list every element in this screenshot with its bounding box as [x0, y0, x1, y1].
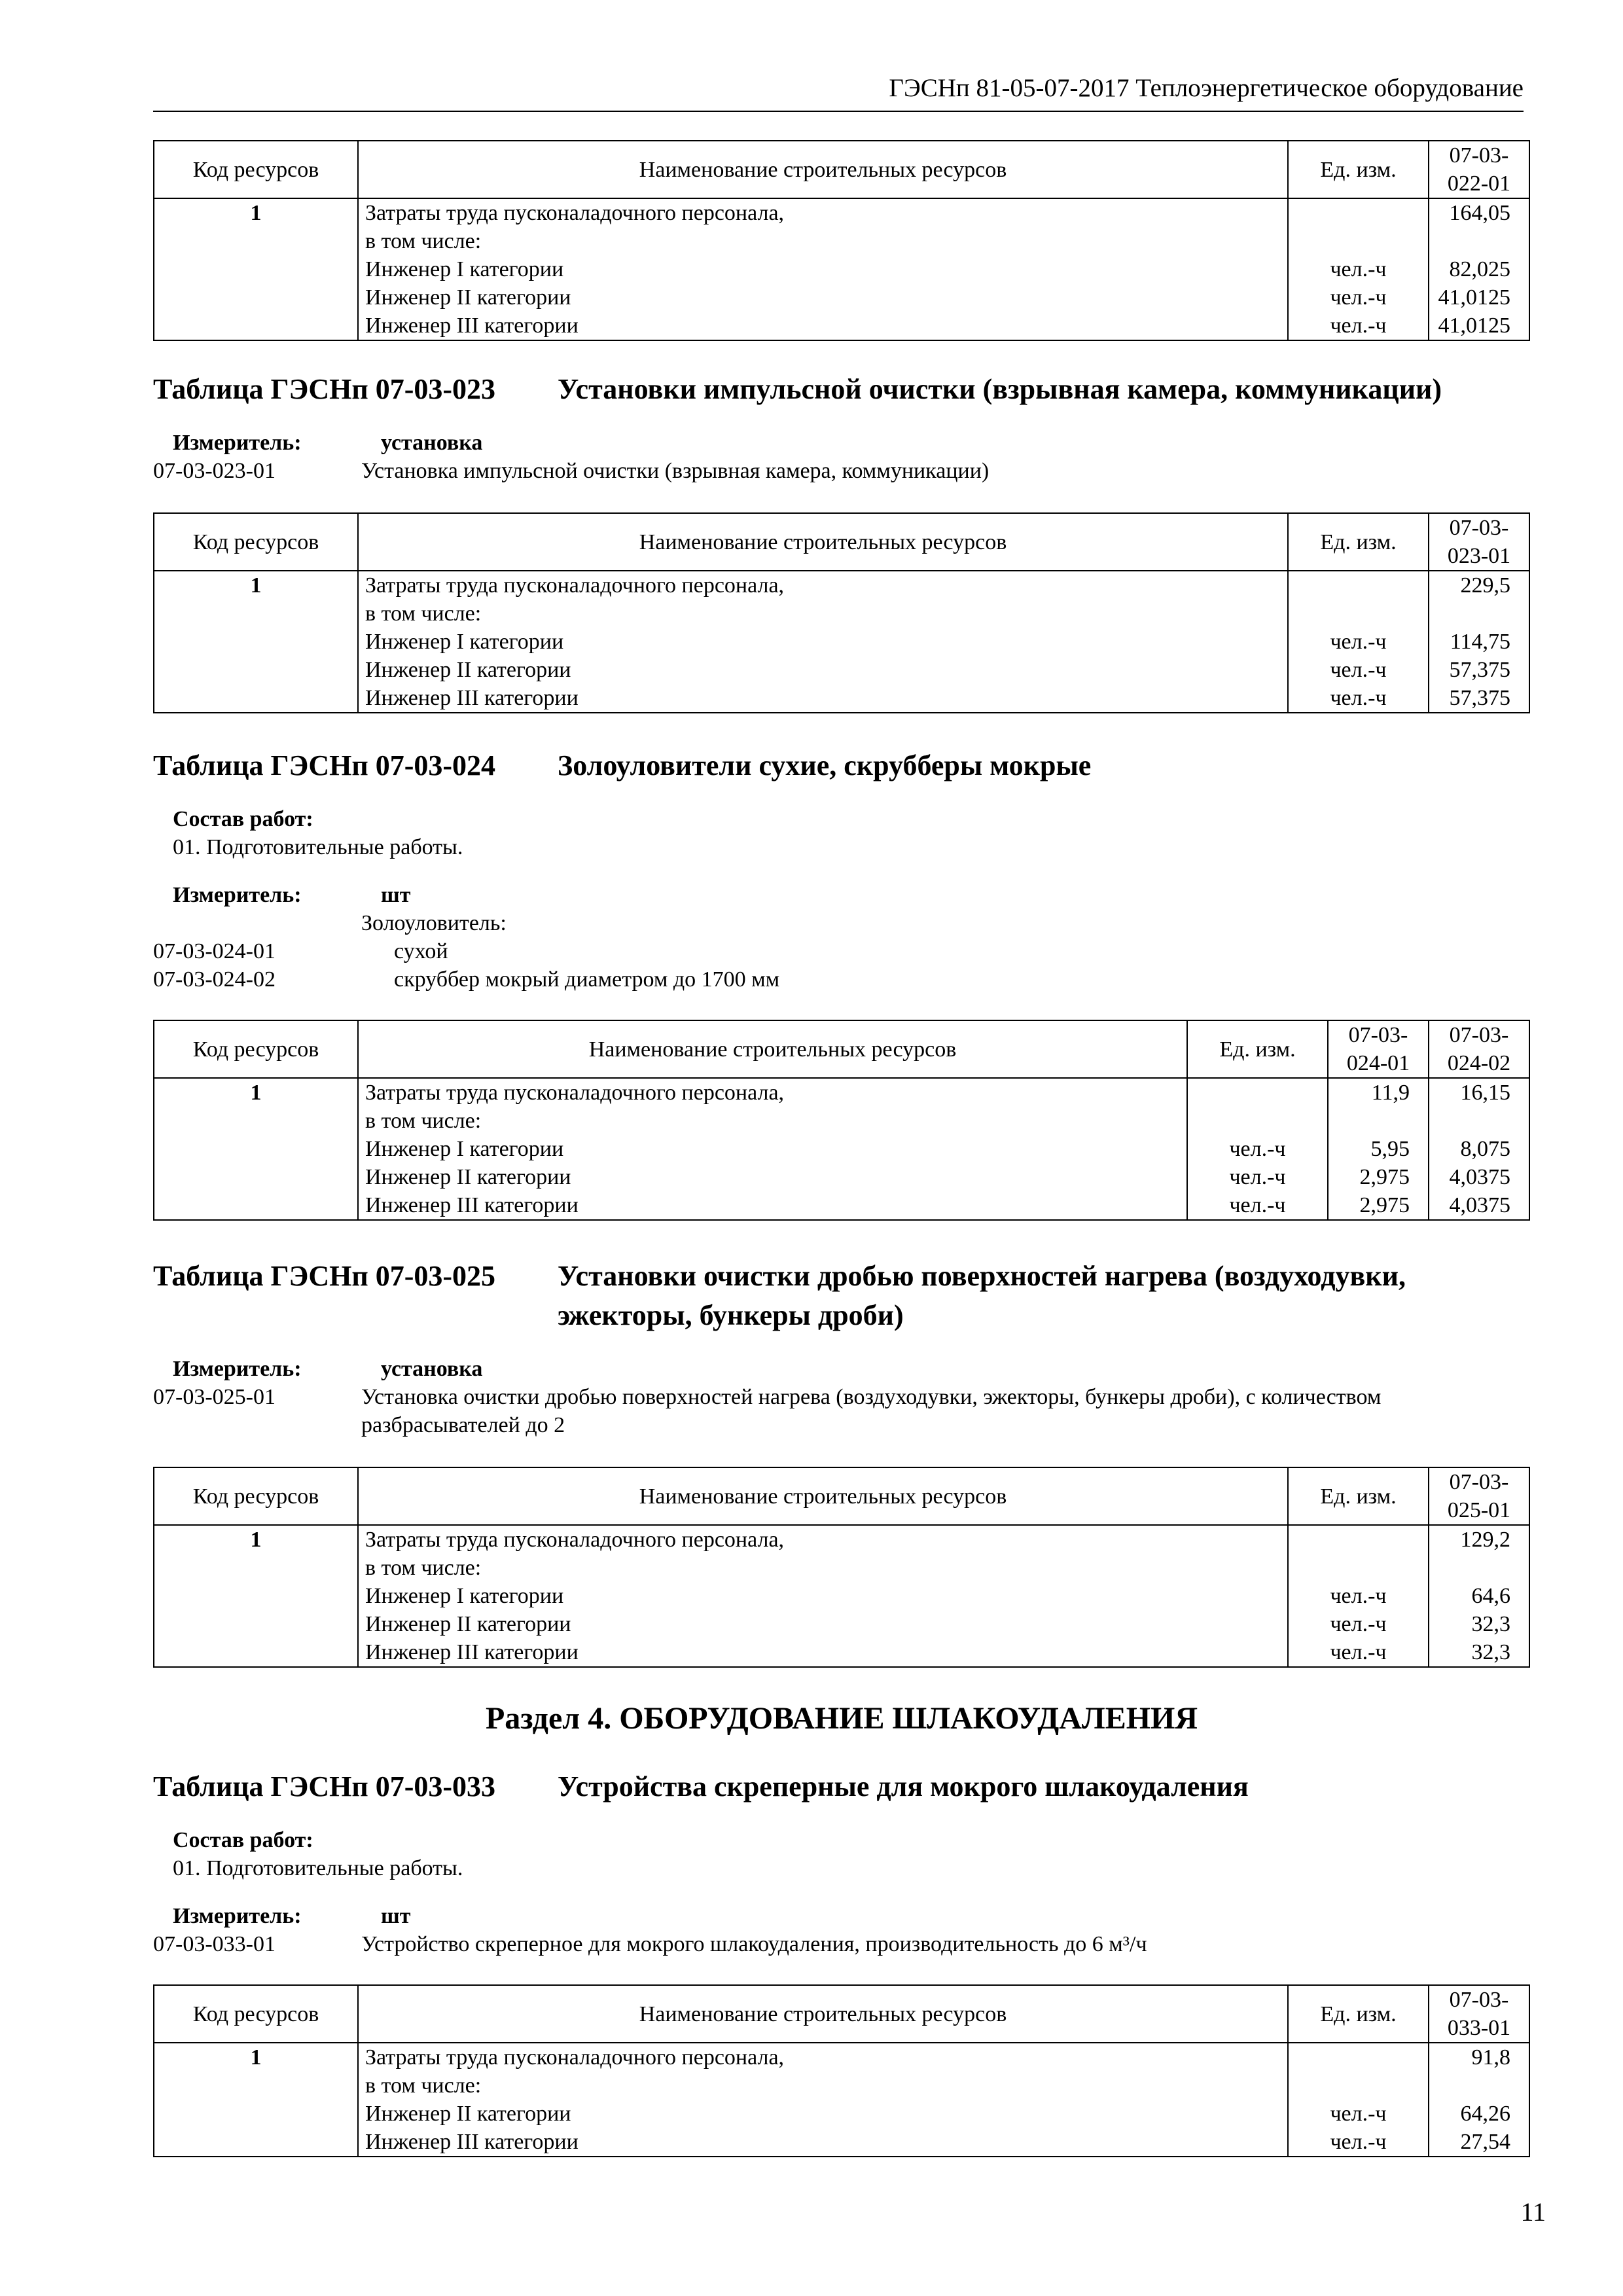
- resource-unit: чел.-ч: [1229, 1137, 1286, 1161]
- meter-block: [153, 881, 1530, 994]
- resource-value: 91,8: [1471, 2045, 1510, 2070]
- resource-value: 2,975: [1359, 1193, 1410, 1217]
- resource-value: 16,15: [1460, 1081, 1510, 1105]
- meter-value: установка: [381, 1357, 483, 1381]
- column-header-name: Наименование строительных ресурсов: [358, 1020, 1187, 1078]
- resource-value: 27,54: [1460, 2130, 1510, 2154]
- resource-units: [1288, 1525, 1429, 1667]
- item-code: 07-03-024-01: [153, 939, 276, 963]
- resource-name: Затраты труда пусконаладочного персонала,: [365, 1528, 785, 1552]
- item-text: скруббер мокрый диаметром до 1700 мм: [394, 967, 780, 992]
- resource-unit: чел.-ч: [1330, 1612, 1387, 1636]
- column-header-code: Код ресурсов: [154, 1467, 358, 1525]
- meter-label: Измеритель:: [173, 431, 302, 455]
- resource-unit: чел.-ч: [1330, 1584, 1387, 1608]
- resource-value: 32,3: [1471, 1640, 1510, 1664]
- resource-unit: чел.-ч: [1229, 1193, 1286, 1217]
- table-number: Таблица ГЭСНп 07-03-033: [153, 1770, 496, 1803]
- resource-value: 64,6: [1471, 1584, 1510, 1608]
- resource-name: Затраты труда пусконаладочного персонала,: [365, 2045, 785, 2070]
- item-text: Установка очистки дробью поверхностей нагрева (воздуходувки, эжекторы, бункеры дроби), с количеством разбрасывателей до 2: [361, 1385, 1382, 1437]
- resource-values: [1429, 571, 1529, 713]
- table-025-section: [153, 1257, 1530, 1668]
- resource-unit: [1295, 1554, 1421, 1582]
- resource-code: 1: [154, 2043, 358, 2157]
- meter-block: [153, 429, 1530, 485]
- column-header-name: Наименование строительных ресурсов: [358, 1985, 1288, 2043]
- table-name: Установки очистки дробью поверхностей нагрева (воздуходувки, эжекторы, бункеры дроби): [558, 1260, 1406, 1331]
- table-header-row: [154, 1467, 1529, 1525]
- page-header: ГЭСНп 81-05-07-2017 Теплоэнергетическое оборудование: [153, 73, 1524, 112]
- resource-unit: [1194, 1079, 1321, 1107]
- resource-value: 2,975: [1359, 1165, 1410, 1189]
- works-item: 01. Подготовительные работы.: [173, 1856, 463, 1880]
- resource-names: [358, 1525, 1288, 1667]
- resource-unit: чел.-ч: [1330, 686, 1387, 710]
- resource-table-025: [153, 1467, 1530, 1668]
- group-label: Золоуловитель:: [361, 911, 507, 935]
- resource-unit: [1194, 1107, 1321, 1135]
- resource-units: [1288, 2043, 1429, 2157]
- column-header-rate: 07-03- 024-01: [1328, 1020, 1429, 1078]
- meter-value: шт: [381, 883, 411, 907]
- table-header-row: [154, 141, 1529, 198]
- resource-value: 4,0375: [1449, 1193, 1510, 1217]
- resource-table-023: [153, 512, 1530, 713]
- table-number: Таблица ГЭСНп 07-03-024: [153, 749, 496, 781]
- item-text: Установка импульсной очистки (взрывная камера, коммуникации): [361, 459, 990, 483]
- resource-name: в том числе:: [365, 601, 482, 626]
- column-header-rate: 07-03- 033-01: [1429, 1985, 1529, 2043]
- resource-unit: чел.-ч: [1330, 285, 1387, 310]
- resource-values: [1429, 198, 1529, 340]
- resource-value: 11,9: [1371, 1081, 1410, 1105]
- resource-unit: чел.-ч: [1330, 257, 1387, 281]
- resource-name: Инженер I категории: [365, 630, 564, 654]
- table-title: [153, 746, 1530, 785]
- table-033-section: [153, 1767, 1530, 2157]
- resource-name: Инженер III категории: [365, 1640, 579, 1664]
- resource-unit: чел.-ч: [1229, 1165, 1286, 1189]
- resource-units: [1288, 571, 1429, 713]
- resource-unit: [1295, 227, 1421, 255]
- column-header-unit: Ед. изм.: [1187, 1020, 1328, 1078]
- column-header-unit: Ед. изм.: [1288, 1467, 1429, 1525]
- resource-units: [1288, 198, 1429, 340]
- resource-code: 1: [154, 198, 358, 340]
- column-header-code: Код ресурсов: [154, 1020, 358, 1078]
- table-023-section: [153, 370, 1530, 713]
- resource-name: Инженер II категории: [365, 658, 571, 682]
- table-row: [154, 571, 1529, 713]
- column-header-unit: Ед. изм.: [1288, 1985, 1429, 2043]
- resource-unit: [1295, 1526, 1421, 1554]
- table-name: Установки импульсной очистки (взрывная камера, коммуникации): [558, 373, 1442, 405]
- resource-value: 129,2: [1460, 1528, 1510, 1552]
- item-code: 07-03-025-01: [153, 1385, 276, 1409]
- resource-value: 41,0125: [1438, 285, 1510, 310]
- resource-table-024: [153, 1020, 1530, 1221]
- item-code: 07-03-033-01: [153, 1932, 276, 1956]
- resource-name: в том числе:: [365, 1556, 482, 1580]
- resource-unit: чел.-ч: [1330, 2102, 1387, 2126]
- table-name: Устройства скреперные для мокрого шлакоудаления: [558, 1770, 1249, 1803]
- resource-name: Затраты труда пусконаладочного персонала,: [365, 1081, 785, 1105]
- resource-name: Инженер III категории: [365, 1193, 579, 1217]
- table-title: [153, 1257, 1530, 1335]
- table-header-row: [154, 513, 1529, 571]
- resource-value: 164,05: [1449, 201, 1510, 225]
- table-title: [153, 370, 1530, 409]
- column-header-rate: 07-03- 022-01: [1429, 141, 1529, 198]
- works-item: 01. Подготовительные работы.: [173, 835, 463, 859]
- resource-unit: [1295, 600, 1421, 628]
- resource-code: 1: [154, 1525, 358, 1667]
- resource-value: 32,3: [1471, 1612, 1510, 1636]
- meter-value: шт: [381, 1904, 411, 1928]
- resource-unit: чел.-ч: [1330, 630, 1387, 654]
- works-label: Состав работ:: [173, 1828, 313, 1852]
- column-header-unit: Ед. изм.: [1288, 513, 1429, 571]
- resource-name: Инженер II категории: [365, 1165, 571, 1189]
- item-code: 07-03-023-01: [153, 459, 276, 483]
- resource-table-022-section: [153, 140, 1530, 341]
- resource-name: Инженер III категории: [365, 2130, 579, 2154]
- resource-units: [1187, 1078, 1328, 1220]
- table-024-section: [153, 746, 1530, 1221]
- resource-names: [358, 571, 1288, 713]
- resource-name: Затраты труда пусконаладочного персонала,: [365, 573, 785, 598]
- column-header-name: Наименование строительных ресурсов: [358, 1467, 1288, 1525]
- column-header-unit: Ед. изм.: [1288, 141, 1429, 198]
- resource-value: 4,0375: [1449, 1165, 1510, 1189]
- table-row: [154, 198, 1529, 340]
- resource-value: 41,0125: [1438, 314, 1510, 338]
- resource-unit: чел.-ч: [1330, 658, 1387, 682]
- resource-unit: [1295, 2043, 1421, 2072]
- resource-name: Инженер II категории: [365, 1612, 571, 1636]
- resource-name: Инженер I категории: [365, 1584, 564, 1608]
- item-text: Устройство скреперное для мокрого шлакоудаления, производительность до 6 м³/ч: [361, 1932, 1147, 1956]
- resource-values: [1328, 1078, 1429, 1220]
- page-number: 11: [1520, 2197, 1546, 2227]
- table-row: [154, 1078, 1529, 1220]
- resource-unit: [1295, 2072, 1421, 2100]
- resource-value: [1436, 227, 1510, 255]
- works-block: [153, 1826, 1530, 1882]
- item-text: сухой: [394, 939, 448, 963]
- resource-name: Инженер I категории: [365, 1137, 564, 1161]
- resource-name: Затраты труда пусконаладочного персонала,: [365, 201, 785, 225]
- table-number: Таблица ГЭСНп 07-03-025: [153, 1260, 496, 1292]
- column-header-rate: 07-03- 023-01: [1429, 513, 1529, 571]
- column-header-code: Код ресурсов: [154, 513, 358, 571]
- resource-name: Инженер II категории: [365, 285, 571, 310]
- resource-values: [1429, 1078, 1529, 1220]
- resource-value: 57,375: [1449, 686, 1510, 710]
- column-header-name: Наименование строительных ресурсов: [358, 141, 1288, 198]
- resource-name: Инженер I категории: [365, 257, 564, 281]
- section-heading: Раздел 4. ОБОРУДОВАНИЕ ШЛАКОУДАЛЕНИЯ: [485, 1701, 1198, 1736]
- table-number: Таблица ГЭСНп 07-03-023: [153, 373, 496, 405]
- table-header-row: [154, 1020, 1529, 1078]
- meter-label: Измеритель:: [173, 1357, 302, 1381]
- column-header-name: Наименование строительных ресурсов: [358, 513, 1288, 571]
- meter-value: установка: [381, 431, 483, 455]
- column-header-rate: 07-03- 024-02: [1429, 1020, 1529, 1078]
- column-header-rate: 07-03- 025-01: [1429, 1467, 1529, 1525]
- resource-value: [1436, 1554, 1510, 1582]
- resource-value: 229,5: [1460, 573, 1510, 598]
- column-header-code: Код ресурсов: [154, 1985, 358, 2043]
- resource-value: [1436, 2072, 1510, 2100]
- table-name: Золоуловители сухие, скрубберы мокрые: [558, 749, 1092, 781]
- resource-unit: чел.-ч: [1330, 314, 1387, 338]
- column-header-code: Код ресурсов: [154, 141, 358, 198]
- resource-name: Инженер III категории: [365, 314, 579, 338]
- meter-block: [153, 1355, 1530, 1439]
- resource-value: [1335, 1107, 1410, 1135]
- resource-value: 114,75: [1450, 630, 1510, 654]
- resource-name: в том числе:: [365, 229, 482, 253]
- resource-unit: чел.-ч: [1330, 2130, 1387, 2154]
- meter-label: Измеритель:: [173, 1904, 302, 1928]
- resource-value: 64,26: [1460, 2102, 1510, 2126]
- resource-table-033: [153, 1984, 1530, 2157]
- works-label: Состав работ:: [173, 807, 313, 831]
- resource-value: 57,375: [1449, 658, 1510, 682]
- item-code: 07-03-024-02: [153, 967, 276, 992]
- table-header-row: [154, 1985, 1529, 2043]
- resource-value: 82,025: [1449, 257, 1510, 281]
- resource-names: [358, 198, 1288, 340]
- resource-table-022: [153, 140, 1530, 341]
- resource-name: в том числе:: [365, 2073, 482, 2098]
- resource-name: Инженер II категории: [365, 2102, 571, 2126]
- resource-value: [1436, 1107, 1510, 1135]
- meter-label: Измеритель:: [173, 883, 302, 907]
- resource-unit: чел.-ч: [1330, 1640, 1387, 1664]
- resource-names: [358, 2043, 1288, 2157]
- resource-code: 1: [154, 571, 358, 713]
- meter-block: [153, 1902, 1530, 1958]
- resource-names: [358, 1078, 1187, 1220]
- resource-name: в том числе:: [365, 1109, 482, 1133]
- table-row: [154, 2043, 1529, 2157]
- resource-unit: [1295, 571, 1421, 600]
- resource-unit: [1295, 199, 1421, 227]
- resource-code: 1: [154, 1078, 358, 1220]
- table-row: [154, 1525, 1529, 1667]
- resource-name: Инженер III категории: [365, 686, 579, 710]
- resource-values: [1429, 2043, 1529, 2157]
- resource-value: [1436, 600, 1510, 628]
- resource-value: 8,075: [1460, 1137, 1510, 1161]
- works-block: [153, 805, 1530, 861]
- resource-values: [1429, 1525, 1529, 1667]
- resource-value: 5,95: [1370, 1137, 1410, 1161]
- table-title: [153, 1767, 1530, 1806]
